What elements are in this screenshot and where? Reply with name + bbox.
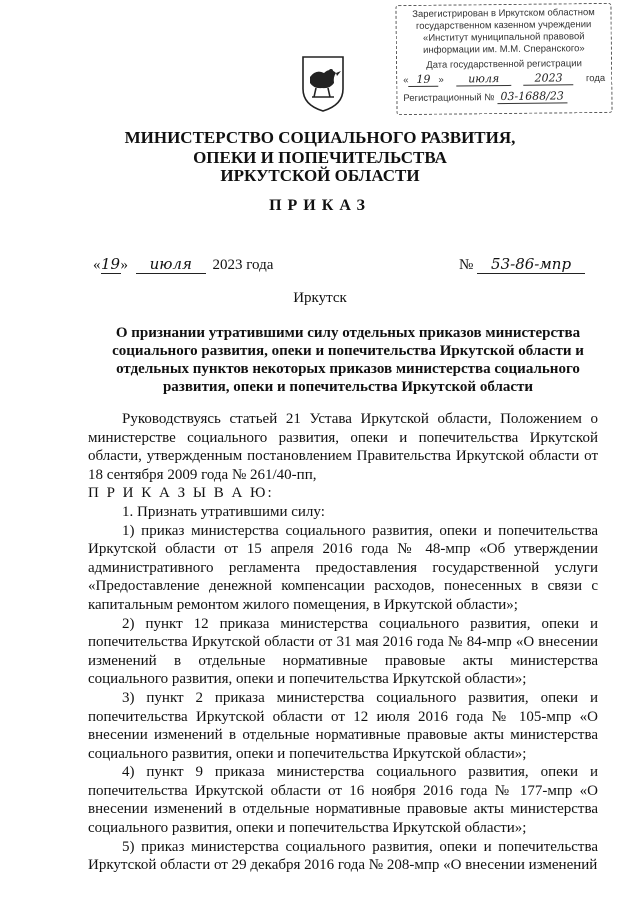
sub-item: 4) пункт 9 приказа министерства социального развития, опеки и попечительства Иркутской области от 16 ноября 2016 года № 177-мпр «О внесении изменений в отдельные нормативные правовые акты министерства социального развития, опеки и попечительства Иркутской области»;	[88, 764, 598, 837]
ministry-name-line1: МИНИСТЕРСТВО СОЦИАЛЬНОГО РАЗВИТИЯ,	[124, 128, 516, 147]
document-body	[88, 410, 598, 875]
registration-stamp	[395, 3, 612, 115]
ministry-name-line2: ОПЕКИ И ПОПЕЧИТЕЛЬСТВА	[193, 148, 447, 167]
quote-open: «	[93, 257, 101, 273]
stamp-line: Дата государственной регистрации	[426, 58, 582, 71]
document-date	[93, 255, 273, 274]
coat-of-arms-icon	[300, 55, 346, 113]
sub-item: 2) пункт 12 приказа министерства социального развития, опеки и попечительства Иркутской области от 31 мая 2016 года № 84-мпр «О внесении изменений в отдельные нормативные правовые акты министерства социального развития, опеки и попечительства Иркутской области»;	[88, 615, 598, 688]
stamp-reg	[401, 90, 607, 105]
quote-close: »	[120, 257, 128, 273]
date-year: 2023 года	[212, 257, 274, 273]
sub-item: 5) приказ министерства социального развития, опеки и попечительства Иркутской области от 29 декабря 2016 года № 208-мпр «О внесении изменений	[88, 838, 598, 874]
date-day: 19	[100, 255, 121, 273]
number-value: 53-86-мпр	[477, 255, 585, 274]
sub-item: 1) приказ министерства социального развития, опеки и попечительства Иркутской области от 15 апреля 2016 года № 48-мпр «Об утверждении административного регламента предоставления государственной услуги «Предоставление денежной компенсации расходов, понесенных в связи с капитальным ремонтом жилого помещения, в Иркутской области»;	[88, 522, 598, 613]
stamp-reg-label: Регистрационный №	[403, 92, 495, 105]
date-month: июля	[136, 255, 206, 274]
stamp-date-month: июля	[456, 73, 511, 87]
document-type: ПРИКАЗ	[269, 197, 371, 214]
ministry-name-line3: ИРКУТСКОЙ ОБЛАСТИ	[220, 166, 420, 185]
stamp-line: Зарегистрирован в Иркутском областном	[412, 7, 595, 20]
document-title: О признании утратившими силу отдельных приказов министерства социального развития, опеки и попечительства Иркутской области и отдельных пунктов некоторых приказов министерства социального развития, опеки и попечительства Иркутской области	[112, 325, 584, 395]
number-label: №	[459, 257, 474, 273]
document-number	[459, 255, 585, 274]
city: Иркутск	[293, 290, 347, 306]
stamp-line: информации им. М.М. Сперанского»	[423, 43, 585, 56]
order-word: П Р И К А З Ы В А Ю:	[88, 485, 274, 502]
stamp-reg-number: 03-1688/23	[497, 90, 567, 104]
stamp-date-suffix: года	[585, 72, 606, 85]
stamp-line: государственном казенном учреждении	[415, 19, 592, 32]
sub-item: 3) пункт 2 приказа министерства социального развития, опеки и попечительства Иркутской области от 12 июля 2016 года № 105-мпр «О внесении изменений в отдельные нормативные правовые акты министерства социального развития, опеки и попечительства Иркутской области»;	[88, 689, 598, 762]
stamp-date: « 19 » июля 2023 года	[403, 71, 606, 87]
stamp-date-year: 2023	[524, 72, 574, 86]
item-1: 1. Признать утратившими силу:	[122, 503, 325, 520]
preamble: Руководствуясь статьей 21 Устава Иркутской области, Положением о министерстве социального развития, опеки и попечительства Иркутской области, утвержденным постановлением Правительства Иркутской области от 18 сентября 2009 года № 261/40-пп,	[88, 411, 598, 483]
stamp-date-day: 19	[408, 74, 438, 87]
stamp-line: «Институт муниципальной правовой	[422, 31, 585, 44]
